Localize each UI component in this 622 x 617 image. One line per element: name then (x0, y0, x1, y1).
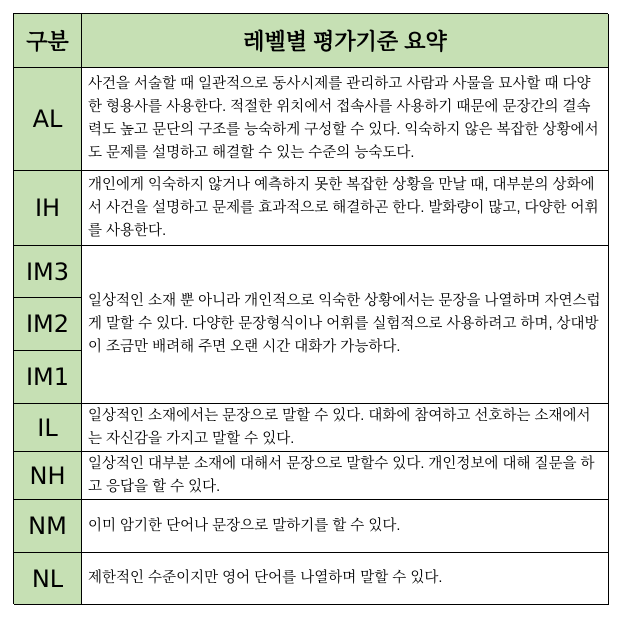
level-label-nm: NM (14, 500, 82, 553)
level-description-nh-text: 일상적인 대부분 소재에 대해서 문장으로 말할수 있다. 개인정보에 대해 질문을 하고 응답을 할 수 있다. (88, 455, 595, 495)
level-description-nm (82, 500, 609, 553)
level-description-il (82, 404, 609, 452)
level-label-nh: NH (14, 452, 82, 500)
level-description-im (82, 246, 609, 404)
level-label-im2: IM2 (14, 298, 82, 351)
level-description-al-text: 사건을 서술할 때 일관적으로 동사시제를 관리하고 사람과 사물을 묘사할 때 다양한 형용사를 사용한다. 적절한 위치에서 접속사를 사용하기 때문에 문장간의 결속력도 높고 문단의 구조를 능숙하게 구성할 수 있다. 익숙하지 않은 복잡한 상황에서도 문제를 설명하고 해결할 수 있는 수준의 능숙도다. (88, 76, 599, 161)
level-label-nl: NL (14, 553, 82, 605)
level-description-im-text: 일상적인 소재 뿐 아니라 개인적으로 익숙한 상황에서는 문장을 나열하며 자연스럽게 말할 수 있다. 다양한 문장형식이나 어휘를 실험적으로 사용하려고 하며, 상대방이 조금만 배려해 주면 오랜 시간 대화가 가능하다. (88, 293, 601, 355)
level-label-il: IL (14, 404, 82, 452)
header-category: 구분 (14, 14, 82, 68)
level-description-nh (82, 452, 609, 500)
level-summary-table (13, 13, 608, 604)
level-label-im1: IM1 (14, 351, 82, 404)
level-description-nl (82, 553, 609, 605)
level-label-al: AL (14, 68, 82, 171)
level-description-ih-text: 개인에게 익숙하지 않거나 예측하지 못한 복잡한 상황을 만날 때, 대부분의 상화에서 사건을 설명하고 문제를 효과적으로 해결하곤 한다. 발화량이 많고, 다양한 어휘를 사용한다. (88, 176, 599, 239)
level-description-ih (82, 171, 609, 246)
header-summary: 레벨별 평가기준 요약 (82, 14, 609, 68)
level-label-im3: IM3 (14, 246, 82, 298)
level-description-nl-text: 제한적인 수준이지만 영어 단어를 나열하며 말할 수 있다. (88, 570, 443, 586)
level-description-al (82, 68, 609, 171)
level-label-ih: IH (14, 171, 82, 246)
level-description-nm-text: 이미 암기한 단어나 문장으로 말하기를 할 수 있다. (88, 517, 401, 534)
level-description-il-text: 일상적인 소재에서는 문장으로 말할 수 있다. 대화에 참여하고 선호하는 소재에서는 자신감을 가지고 말할 수 있다. (88, 407, 591, 447)
